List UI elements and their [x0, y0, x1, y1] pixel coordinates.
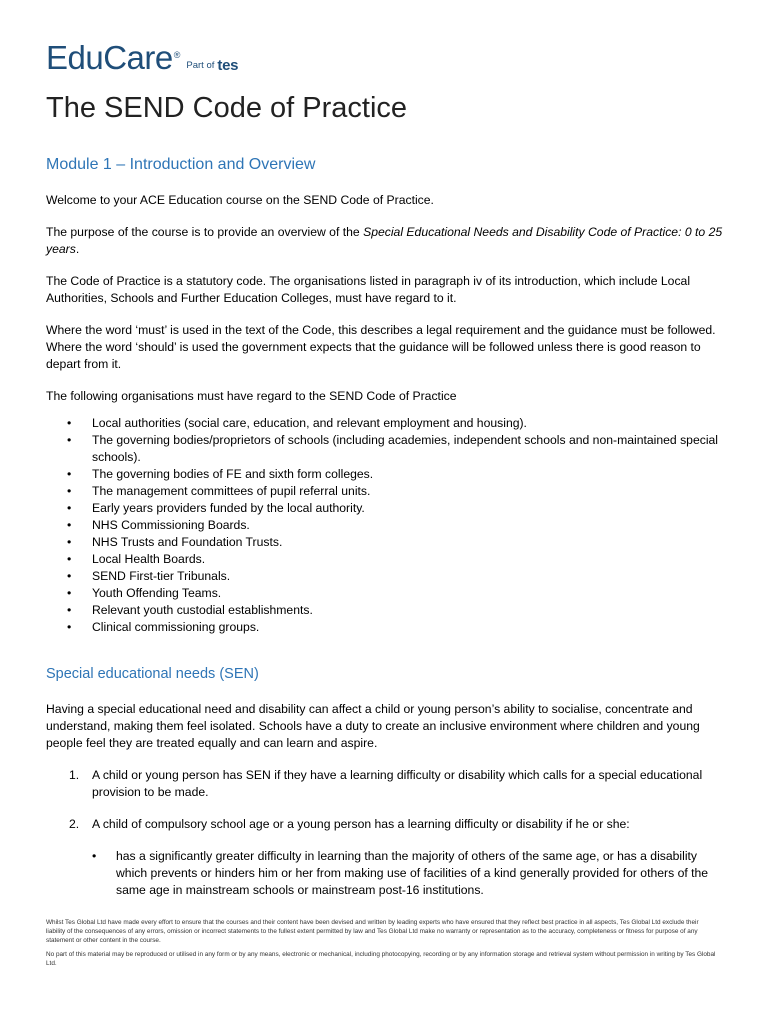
list-item: • Clinical commissioning groups.: [46, 619, 726, 636]
welcome-paragraph: Welcome to your ACE Education course on the SEND Code of Practice.: [46, 193, 434, 207]
page-title: The SEND Code of Practice: [46, 92, 408, 124]
list-item: • The governing bodies of FE and sixth form colleges.: [46, 466, 726, 483]
item-text: A child of compulsory school age or a young person has a learning difficulty or disability if he or she:: [92, 817, 630, 831]
list-item: • NHS Commissioning Boards.: [46, 517, 726, 534]
organisations-lead: The following organisations must have regard to the SEND Code of Practice: [46, 389, 457, 403]
list-item: • The governing bodies/proprietors of schools (including academies, independent schools and non-maintained special schools).: [46, 432, 726, 466]
numbered-item: [46, 816, 726, 833]
educare-logo: [46, 40, 238, 76]
logo-tes: tes: [217, 57, 239, 74]
item-text: A child or young person has SEN if they have a learning difficulty or disability which calls for a special educational provision to be made.: [92, 768, 703, 799]
footer-disclaimer: [46, 918, 718, 973]
list-item: • SEND First-tier Tribunals.: [46, 568, 726, 585]
logo-registered-mark: ®: [173, 50, 181, 60]
purpose-suffix: .: [75, 242, 80, 256]
list-item: • NHS Trusts and Foundation Trusts.: [46, 534, 726, 551]
sen-heading: Special educational needs (SEN): [46, 666, 259, 682]
disclaimer-copyright: No part of this material may be reproduced or utilised in any form or by any means, electronic or mechanical, including photocopying, recording or by any information storage and retrieval system without permission in writing by Tes Global Ltd.: [46, 951, 716, 967]
list-item: • has a significantly greater difficulty in learning than the majority of others of the same age, or has a disability which prevents or hinders him or her from making use of facilities of a kind generally provided for others of the same age in mainstream schools or mainstream post-16 institutions.: [46, 848, 726, 899]
statutory-paragraph: The Code of Practice is a statutory code. The organisations listed in paragraph iv of its introduction, which include Local Authorities, Schools and Further Education Colleges, must have regard to it.: [46, 274, 691, 305]
list-item: • Local Health Boards.: [46, 551, 726, 568]
sen-sub-list: [46, 848, 726, 899]
list-item: • Local authorities (social care, education, and relevant employment and housing).: [46, 415, 726, 432]
numbered-item: [46, 767, 726, 801]
code-title-italic: Special Educational Needs and Disability Code of Practice: 0 to 25 years: [46, 225, 723, 256]
list-item: • The management committees of pupil referral units.: [46, 483, 726, 500]
list-item: • Early years providers funded by the local authority.: [46, 500, 726, 517]
item-number: 2.: [69, 817, 80, 831]
organisations-list: [46, 415, 726, 636]
must-should-paragraph: Where the word ‘must’ is used in the text of the Code, this describes a legal requirement and the guidance must be followed. Where the word ‘should’ is used the government expects that the guidance will be followed unless there is good reason to depart from it.: [46, 323, 716, 371]
disclaimer-liability: Whilst Tes Global Ltd have made every effort to ensure that the courses and their content have been devised and written by leading experts who have ensured that they reflect best practice in all aspects, Tes Global Ltd exclude their liability of the consequences of any errors, omission or incorrect statements to the fullest extent permitted by law and Tes Global Ltd make no warranty or representation as to the accuracy, completeness or fitness for purpose of any statement or other content in the course.: [46, 919, 699, 944]
module-heading: Module 1 – Introduction and Overview: [46, 156, 316, 173]
sen-numbered-list: [46, 767, 726, 833]
item-number: 1.: [69, 768, 80, 782]
purpose-prefix: The purpose of the course is to provide an overview of the: [46, 225, 364, 239]
logo-wordmark: EduCare: [46, 39, 173, 76]
purpose-paragraph: [46, 224, 726, 258]
list-item: • Youth Offending Teams.: [46, 585, 726, 602]
list-item: • Relevant youth custodial establishments.: [46, 602, 726, 619]
logo-part-of: Part of: [186, 60, 215, 71]
document-body: [46, 192, 726, 899]
sen-paragraph: Having a special educational need and disability can affect a child or young person’s ability to socialise, concentrate and understand, making them feel isolated. Schools have a duty to create an inclusive environment where children and young people feel they are treated equally and can learn and aspire.: [46, 702, 700, 750]
